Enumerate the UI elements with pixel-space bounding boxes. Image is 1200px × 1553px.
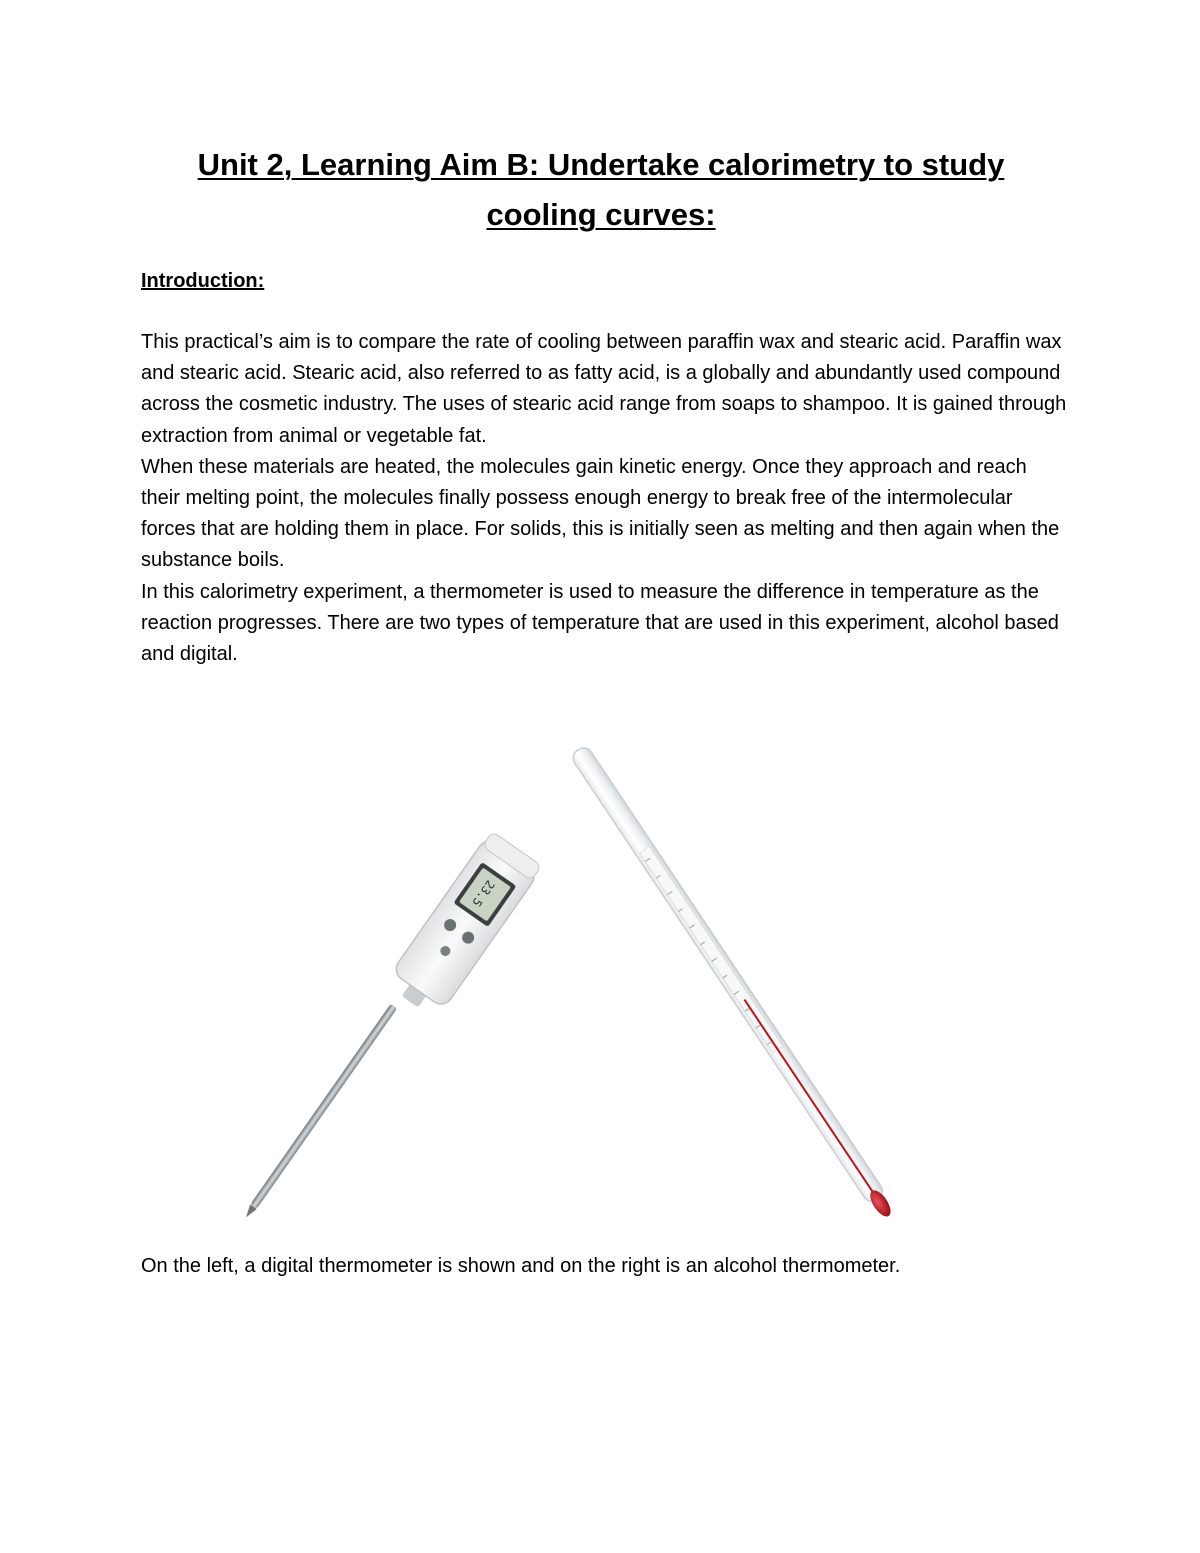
page-title: Unit 2, Learning Aim B: Undertake calorimetry to study cooling curves: <box>197 147 1005 232</box>
probe-rod <box>250 1004 397 1209</box>
figure-caption: On the left, a digital thermometer is shown and on the right is an alcohol thermometer. <box>141 1255 901 1277</box>
alcohol-thermometer <box>570 744 897 1218</box>
digital-thermometer <box>243 830 544 1218</box>
paragraph-calorimetry: In this calorimetry experiment, a thermometer is used to measure the difference in temperature as the reaction progresses. There are two types of temperature that are used in this experiment, alcohol based and digital. <box>141 580 1059 666</box>
paragraph-aim: This practical’s aim is to compare the rate of cooling between paraffin wax and stearic acid. Paraffin wax and stearic acid. Stearic acid, also referred to as fatty acid, is a globally and abundantly used compound across the cosmetic industry. The uses of stearic acid range from soaps to shampoo. It is gained through extraction from animal or vegetable fat. <box>141 331 1067 447</box>
introduction-body <box>141 327 1071 670</box>
thermometers-figure <box>180 728 1050 1218</box>
introduction-heading: Introduction: <box>141 270 265 292</box>
scale-strip <box>640 847 783 1053</box>
lcd-readout: 23.5 <box>469 877 498 910</box>
alcohol-column <box>744 999 874 1193</box>
paragraph-kinetic-energy: When these materials are heated, the molecules gain kinetic energy. Once they approach and reach their melting point, the molecules finally possess enough energy to break free of the intermolecular forces that are holding them in place. For solids, this is initially seen as melting and then again when the substance boils. <box>141 455 1060 572</box>
